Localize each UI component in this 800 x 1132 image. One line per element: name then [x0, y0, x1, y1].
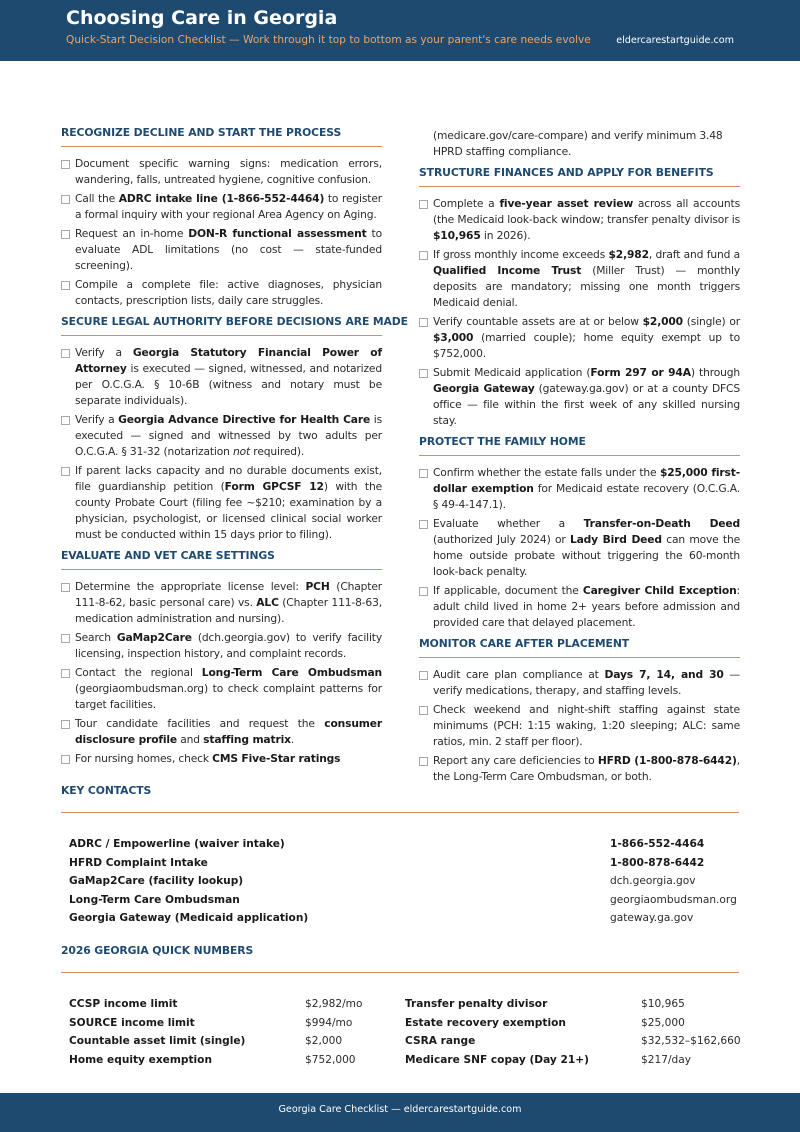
item-text: Transfer-on-Death Deed	[583, 517, 740, 530]
contact-value: georgiaombudsman.org	[610, 893, 737, 906]
contact-value: gateway.ga.gov	[610, 912, 694, 924]
item-text: Lady Bird Deed	[569, 533, 662, 546]
page-title: Choosing Care in Georgia	[66, 7, 338, 29]
item-text: ALC	[256, 596, 279, 609]
contact-value: 1-800-878-6442	[610, 856, 705, 869]
quick-number-value: $10,965	[641, 998, 685, 1010]
page-header	[0, 0, 800, 61]
checklist	[61, 579, 382, 767]
checkbox[interactable]	[61, 160, 70, 169]
checkbox[interactable]	[419, 671, 428, 680]
checklist-item	[61, 463, 382, 543]
checklist-item	[419, 365, 740, 429]
item-text: Compile a complete file: active diagnoses, physician contacts, prescription lists, daily care struggles.	[75, 278, 382, 307]
item-text: (georgiaombudsman.org) to check complaint patterns for target facilities.	[75, 682, 382, 711]
item-text: Request an in-home	[75, 227, 189, 240]
checkbox[interactable]	[61, 195, 70, 204]
checkbox[interactable]	[61, 230, 70, 239]
item-text: If gross monthly income exceeds	[433, 248, 609, 261]
item-text: for Medicaid estate recovery (O.C.G.A. § 49-4-147.1).	[433, 482, 740, 511]
item-text: Contact the regional	[75, 666, 202, 679]
checklist-item	[61, 156, 382, 188]
checklist-item	[419, 753, 740, 785]
item-text: GaMap2Care	[116, 631, 192, 644]
item-text: and	[177, 733, 204, 746]
checklist	[61, 156, 382, 309]
item-text: (Chapter 111-8-62, basic personal care) vs.	[75, 580, 383, 609]
item-text: HFRD (1-800-878-6442)	[597, 754, 737, 767]
checklist	[419, 667, 740, 785]
checkbox[interactable]	[419, 251, 428, 260]
item-text: Form GPCSF 12	[224, 480, 324, 493]
contact-name: Long-Term Care Ombudsman	[69, 893, 240, 906]
contact-value: dch.georgia.gov	[610, 875, 696, 887]
item-text: to evaluate ADL limitations (no cost — state-funded screening).	[75, 227, 382, 272]
page-subtitle: Quick-Start Decision Checklist — Work through it top to bottom as your parent's care needs evolve	[66, 34, 591, 46]
right-column	[419, 128, 740, 788]
item-text: $2,982	[608, 248, 649, 261]
item-text: Evaluate whether a	[433, 517, 584, 530]
contact-row	[69, 875, 739, 894]
item-text: Report any care deficiencies to	[433, 754, 598, 767]
item-text: : adult child lived in home 2+ years before admission and provided care that delayed placement.	[433, 584, 740, 629]
item-text: Georgia Advance Directive for Health Care	[118, 413, 371, 426]
checkbox[interactable]	[61, 669, 70, 678]
item-text: is executed — signed, witnessed, and notarized per O.C.G.A. § 10-6B (witness and notary must be separate individuals).	[75, 362, 382, 407]
item-text: (Chapter 111-8-63, medication administration and nursing).	[75, 596, 382, 625]
contact-name: HFRD Complaint Intake	[69, 856, 208, 869]
quick-number-row	[69, 1054, 739, 1073]
section-title: MONITOR CARE AFTER PLACEMENT	[419, 637, 740, 658]
checklist-item	[61, 751, 382, 767]
section-title: RECOGNIZE DECLINE AND START THE PROCESS	[61, 126, 382, 147]
item-text: can move the home outside probate without triggering the 60-month look-back penalty.	[433, 533, 740, 578]
contact-name: ADRC / Empowerline (waiver intake)	[69, 838, 285, 850]
item-text: Verify a	[75, 413, 119, 426]
item-text: (gateway.ga.gov) or at a county DFCS office — file within the first week of any skilled nursing stay.	[433, 382, 740, 427]
quick-number-label: Transfer penalty divisor	[405, 998, 548, 1010]
quick-number-label: CSRA range	[405, 1035, 476, 1047]
checklist-item	[419, 702, 740, 750]
checklist-item	[419, 667, 740, 699]
item-text: ADRC intake line (1-866-552-4464)	[118, 192, 325, 205]
checklist-item	[61, 191, 382, 223]
item-text: five-year asset review	[499, 197, 634, 210]
item-text: Submit Medicaid application (	[433, 366, 591, 379]
item-text: Long-Term Care Ombudsman	[201, 666, 382, 679]
checkbox[interactable]	[61, 583, 70, 592]
contact-value: 1-866-552-4464	[610, 838, 705, 850]
quick-number-value: $32,532–$162,660	[641, 1035, 741, 1047]
item-text: is executed — signed and witnessed by two adults per O.C.G.A. § 31-32 (notarization	[75, 413, 382, 458]
item-text: Audit care plan compliance at	[433, 668, 605, 681]
item-text: across all accounts (the Medicaid look-back window; transfer penalty divisor is	[433, 197, 740, 226]
quick-number-row	[69, 1017, 739, 1036]
quick-number-value: $25,000	[641, 1016, 685, 1029]
checkbox[interactable]	[419, 369, 428, 378]
checklist-item	[419, 465, 740, 513]
checklist-item	[61, 579, 382, 627]
section-title: EVALUATE AND VET CARE SETTINGS	[61, 549, 382, 570]
item-text: ) through	[690, 366, 740, 379]
item-text: Determine the appropriate license level:	[75, 580, 306, 593]
item-text: CMS Five-Star ratings	[212, 752, 341, 765]
item-text: Qualified Income Trust	[433, 264, 582, 277]
checklist-item	[419, 196, 740, 244]
item-text: PCH	[305, 580, 330, 593]
item-text: staffing matrix	[203, 733, 291, 746]
item-text: Georgia Gateway	[433, 382, 535, 395]
checklist-item	[419, 583, 740, 631]
item-text: (Miller Trust) — monthly deposits are mandatory; missing one month triggers Medicaid denial.	[433, 264, 741, 309]
quick-number-row	[69, 1035, 739, 1054]
checkbox[interactable]	[419, 200, 428, 209]
quick-number-label: Home equity exemption	[69, 1053, 212, 1066]
quick-number-label: SOURCE income limit	[69, 1016, 195, 1029]
contact-name: Georgia Gateway (Medicaid application)	[69, 912, 309, 924]
checklist-item	[61, 630, 382, 662]
item-text: Complete a	[433, 197, 500, 210]
section-title: PROTECT THE FAMILY HOME	[419, 435, 740, 456]
item-text: For nursing homes, check	[75, 752, 213, 765]
item-text: (married couple); home equity exempt up to $752,000.	[433, 331, 740, 360]
left-column	[61, 126, 408, 770]
key-contacts-section	[61, 784, 739, 813]
contacts-table	[69, 838, 739, 931]
section-title: STRUCTURE FINANCES AND APPLY FOR BENEFITS	[419, 166, 740, 187]
item-text: not	[233, 445, 251, 458]
item-text: consumer disclosure profile	[75, 717, 382, 746]
page-footer: Georgia Care Checklist — eldercarestartguide.com	[0, 1093, 800, 1132]
checklist	[61, 345, 382, 543]
checklist-item	[61, 716, 382, 748]
checkbox[interactable]	[419, 587, 428, 596]
item-text: Caregiver Child Exception	[582, 584, 737, 597]
contact-row	[69, 912, 739, 931]
continued-text: (medicare.gov/care-compare) and verify minimum 3.48 HPRD staffing compliance.	[433, 129, 723, 158]
quick-numbers-section	[61, 944, 739, 973]
checklist-item	[419, 314, 740, 362]
checklist	[419, 196, 740, 429]
item-text: .	[290, 733, 295, 746]
header-website: eldercarestartguide.com	[616, 35, 734, 46]
item-text: to register a formal inquiry with your regional Area Agency on Aging.	[75, 192, 382, 221]
checklist-item	[61, 277, 382, 309]
checkbox[interactable]	[419, 706, 428, 715]
checkbox[interactable]	[61, 281, 70, 290]
item-text: $25,000 first-dollar exemption	[433, 466, 740, 495]
item-text: Tour candidate facilities and request the	[75, 717, 325, 730]
section-title: KEY CONTACTS	[61, 784, 739, 813]
item-text: Days 7, 14, and 30	[604, 668, 724, 681]
item-text: , draft and fund a	[648, 248, 740, 261]
quick-numbers-table	[69, 998, 739, 1072]
quick-number-label: Estate recovery exemption	[405, 1016, 566, 1029]
item-text: If parent lacks capacity and no durable documents exist, file guardianship petition (	[75, 464, 382, 493]
checklist-item	[61, 226, 382, 274]
quick-number-value: $994/mo	[305, 1016, 353, 1029]
checklist-item	[61, 412, 382, 460]
item-text: (dch.georgia.gov) to verify facility licensing, inspection history, and complaint records.	[75, 631, 382, 660]
item-text: Georgia Statutory Financial Power of Attorney	[75, 346, 382, 375]
checkbox[interactable]	[61, 416, 70, 425]
checkbox[interactable]	[61, 720, 70, 729]
checkbox[interactable]	[419, 318, 428, 327]
item-text: If applicable, document the	[433, 584, 583, 597]
item-text: — verify medications, therapy, and staffing levels.	[433, 668, 740, 697]
section-title: SECURE LEGAL AUTHORITY BEFORE DECISIONS ARE MADE	[61, 315, 382, 336]
quick-number-value: $2,982/mo	[305, 998, 363, 1010]
checkbox[interactable]	[419, 469, 428, 478]
contact-row	[69, 838, 739, 857]
quick-number-label: Medicare SNF copay (Day 21+)	[405, 1053, 589, 1066]
item-text: Check weekend and night-shift staffing against state minimums (PCH: 1:15 waking, 1:20 sleeping; ALC: same ratios, min. 2 staff per floor).	[433, 703, 740, 748]
item-text: (authorized July 2024) or	[433, 533, 570, 546]
checklist	[419, 465, 740, 631]
item-text: Verify countable assets are at or below	[433, 315, 643, 328]
quick-number-value: $752,000	[305, 1053, 356, 1066]
quick-number-row	[69, 998, 739, 1017]
quick-number-label: CCSP income limit	[69, 998, 178, 1010]
checklist-item	[419, 516, 740, 580]
item-text: $10,965	[433, 229, 481, 242]
checkbox[interactable]	[419, 757, 428, 766]
checkbox[interactable]	[61, 755, 70, 764]
checklist-item	[61, 665, 382, 713]
item-text: Call the	[75, 192, 119, 205]
quick-number-value: $2,000	[305, 1035, 343, 1047]
quick-number-label: Countable asset limit (single)	[69, 1035, 246, 1047]
checkbox[interactable]	[61, 634, 70, 643]
item-text: required).	[250, 445, 305, 458]
item-text: Document specific warning signs: medication errors, wandering, falls, untreated hygiene, cognitive confusion.	[75, 157, 382, 186]
item-text: $2,000	[642, 315, 683, 328]
item-text: Form 297 or 94A	[590, 366, 691, 379]
contact-name: GaMap2Care (facility lookup)	[69, 875, 244, 887]
item-text: in 2026).	[480, 229, 531, 242]
quick-number-value: $217/day	[641, 1053, 692, 1066]
checklist-item	[61, 345, 382, 409]
item-text: (single) or	[682, 315, 740, 328]
item-text: DON-R functional assessment	[188, 227, 367, 240]
item-text: , the Long-Term Care Ombudsman, or both.	[433, 754, 740, 783]
contact-row	[69, 857, 739, 876]
item-text: Search	[75, 631, 117, 644]
contact-row	[69, 894, 739, 913]
item-text: $3,000	[433, 331, 474, 344]
item-text: ) with the county Probate Court (filing fee ~$210; examination by a physician, psychologist, or licensed clinical social worker must be conducted within 15 days prior to filing).	[75, 480, 382, 541]
checklist-item	[419, 247, 740, 311]
checkbox[interactable]	[61, 467, 70, 476]
checkbox[interactable]	[419, 520, 428, 529]
item-text: Verify a	[75, 346, 133, 359]
item-text: Confirm whether the estate falls under the	[433, 466, 660, 479]
section-title: 2026 GEORGIA QUICK NUMBERS	[61, 944, 739, 973]
checkbox[interactable]	[61, 349, 70, 358]
